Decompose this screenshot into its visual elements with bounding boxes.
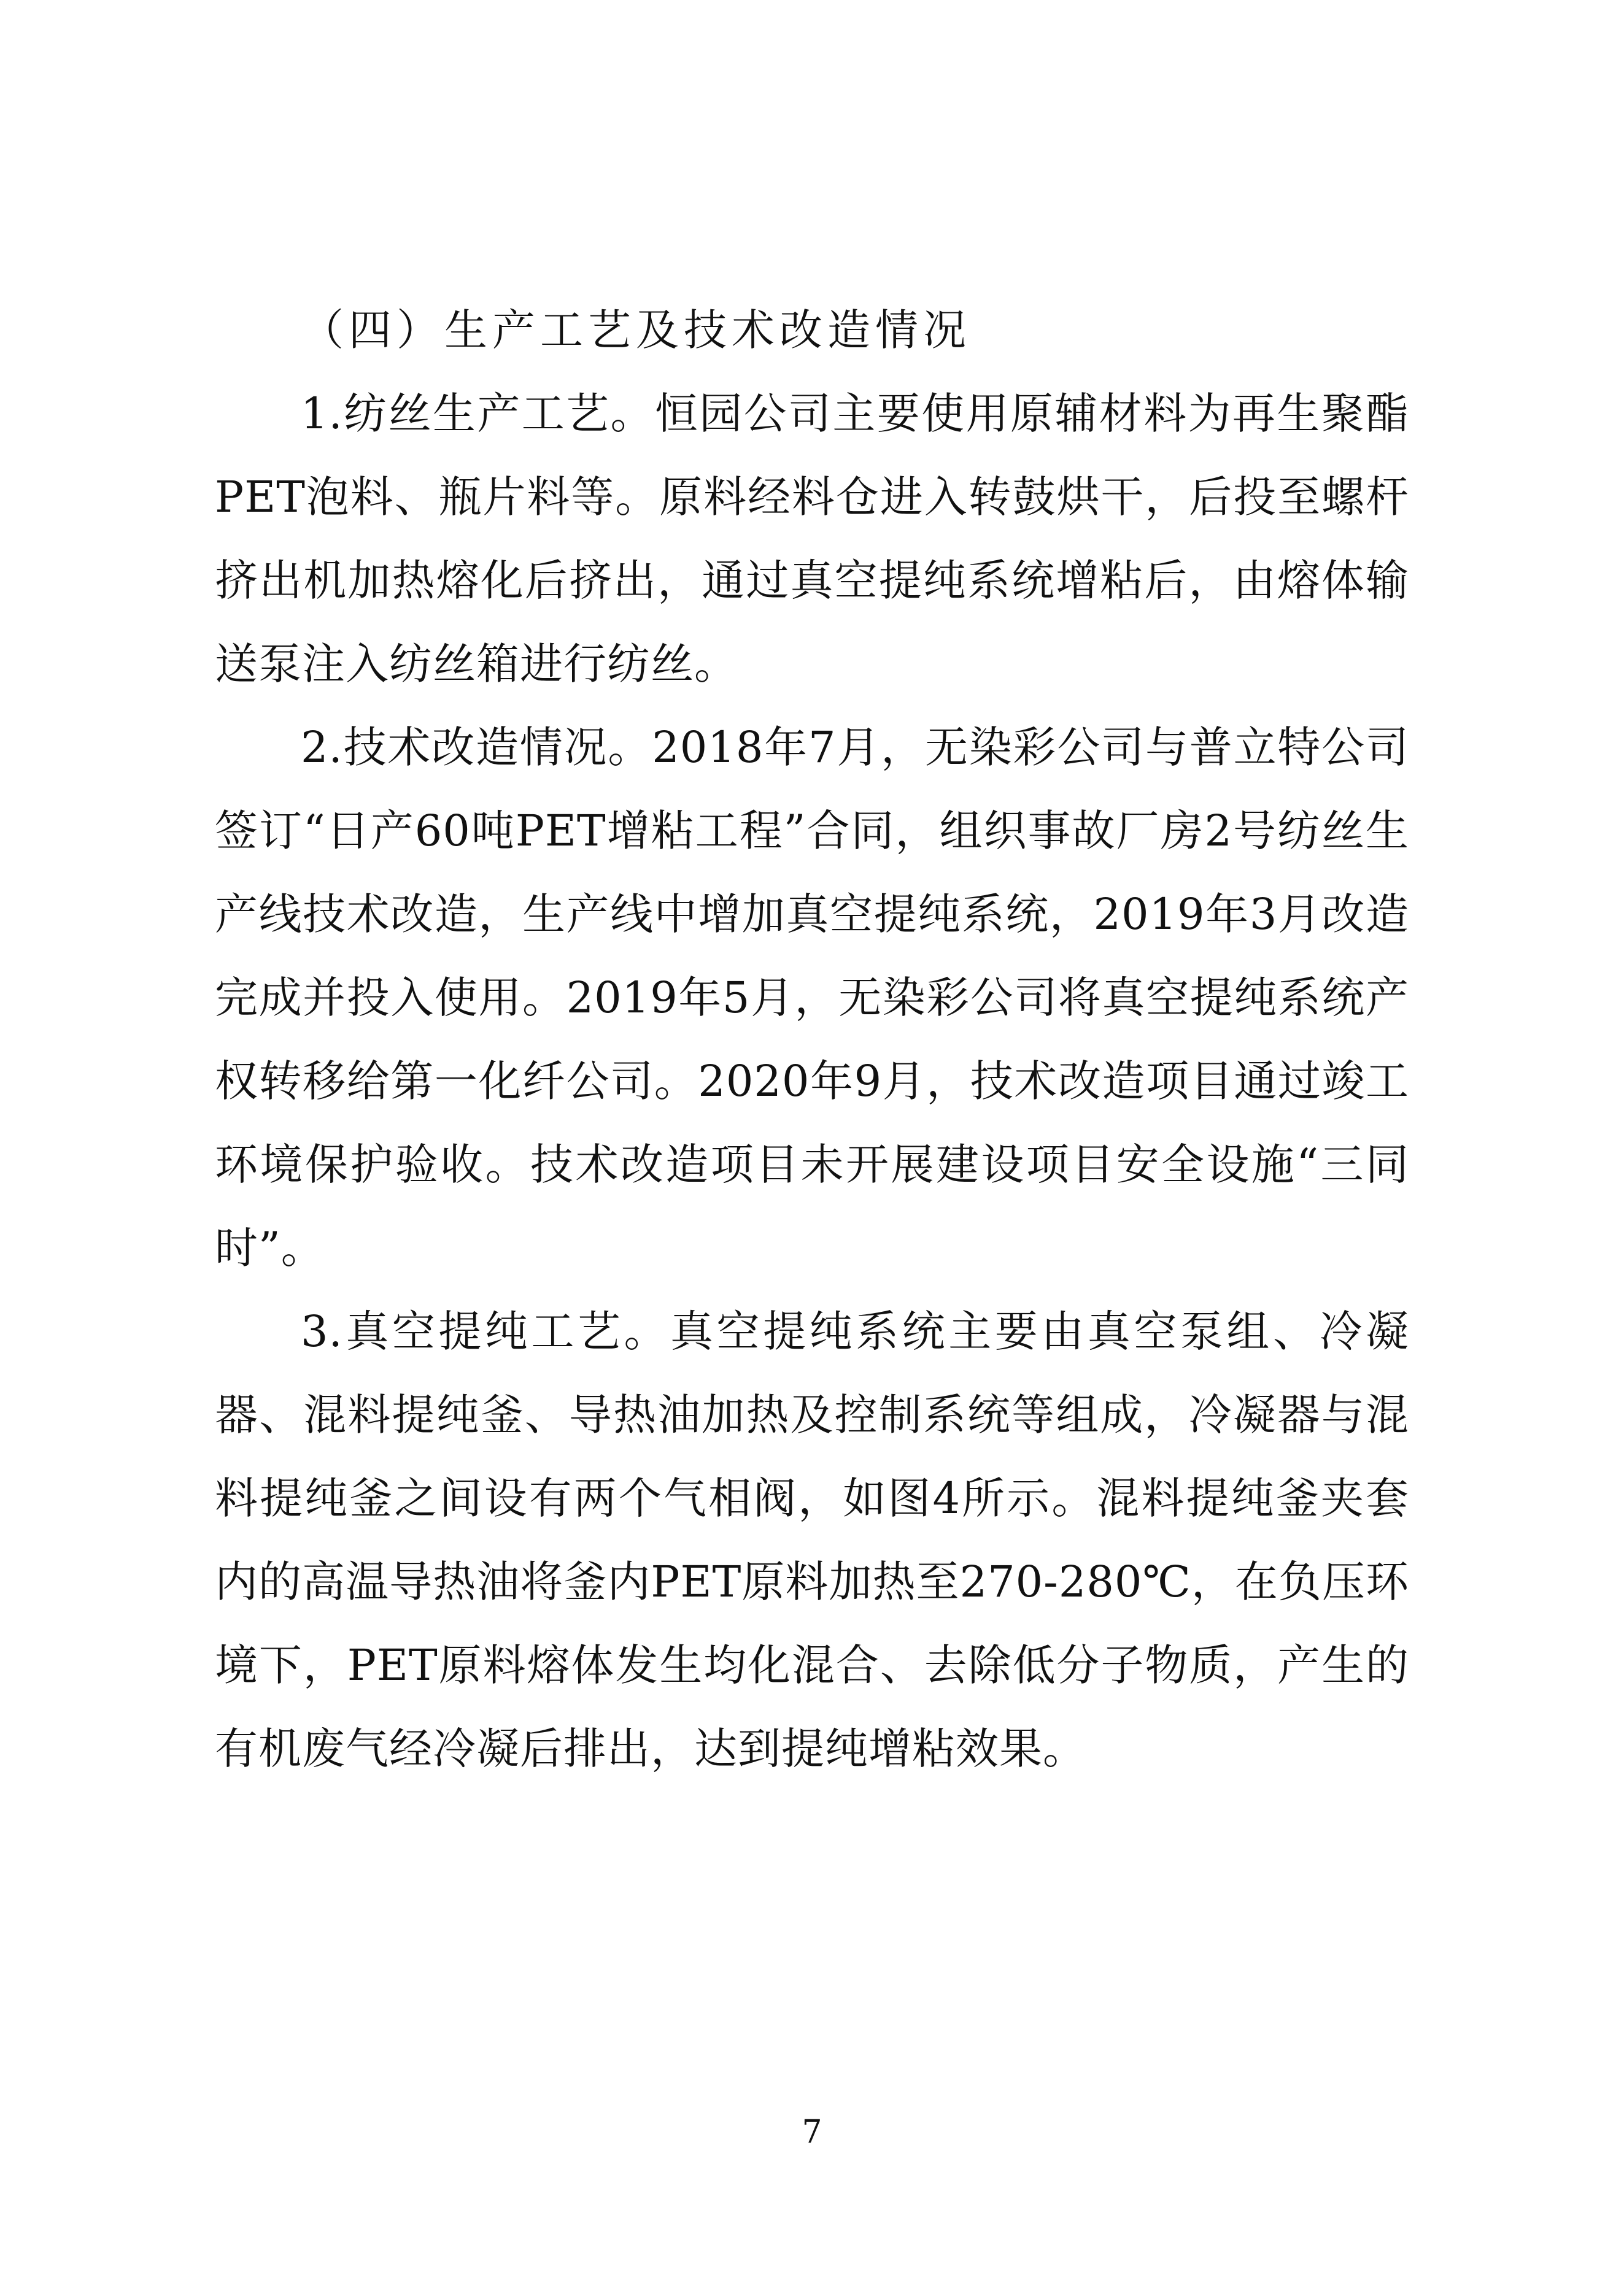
document-body xyxy=(215,288,1409,1790)
paragraph-spinning-process: 1.纺丝生产工艺。恒园公司主要使用原辅材料为再生聚酯PET泡料、瓶片料等。原料经料仓进入转鼓烘干，后投至螺杆挤出机加热熔化后挤出，通过真空提纯系统增粘后，由熔体输送泵注入纺丝箱进行纺丝。 xyxy=(215,388,1409,689)
page-number: 7 xyxy=(802,2114,822,2151)
paragraph-technical-renovation: 2.技术改造情况。2018年7月，无染彩公司与普立特公司签订“日产60吨PET增粘工程”合同，组织事故厂房2号纺丝生产线技术改造，生产线中增加真空提纯系统，2019年3月改造完成并投入使用。2019年5月，无染彩公司将真空提纯系统产权转移给第一化纤公司。2020年9月，技术改造项目通过竣工环境保护验收。技术改造项目未开展建设项目安全设施“三同时”。 xyxy=(215,722,1409,1273)
section-heading: （四）生产工艺及技术改造情况 xyxy=(301,305,971,355)
paragraph-vacuum-purification: 3.真空提纯工艺。真空提纯系统主要由真空泵组、冷凝器、混料提纯釜、导热油加热及控制系统等组成，冷凝器与混料提纯釜之间设有两个气相阀，如图4所示。混料提纯釜夹套内的高温导热油将釜内PET原料加热至270-280℃，在负压环境下，PET原料熔体发生均化混合、去除低分子物质，产生的有机废气经冷凝后排出，达到提纯增粘效果。 xyxy=(215,1306,1409,1774)
